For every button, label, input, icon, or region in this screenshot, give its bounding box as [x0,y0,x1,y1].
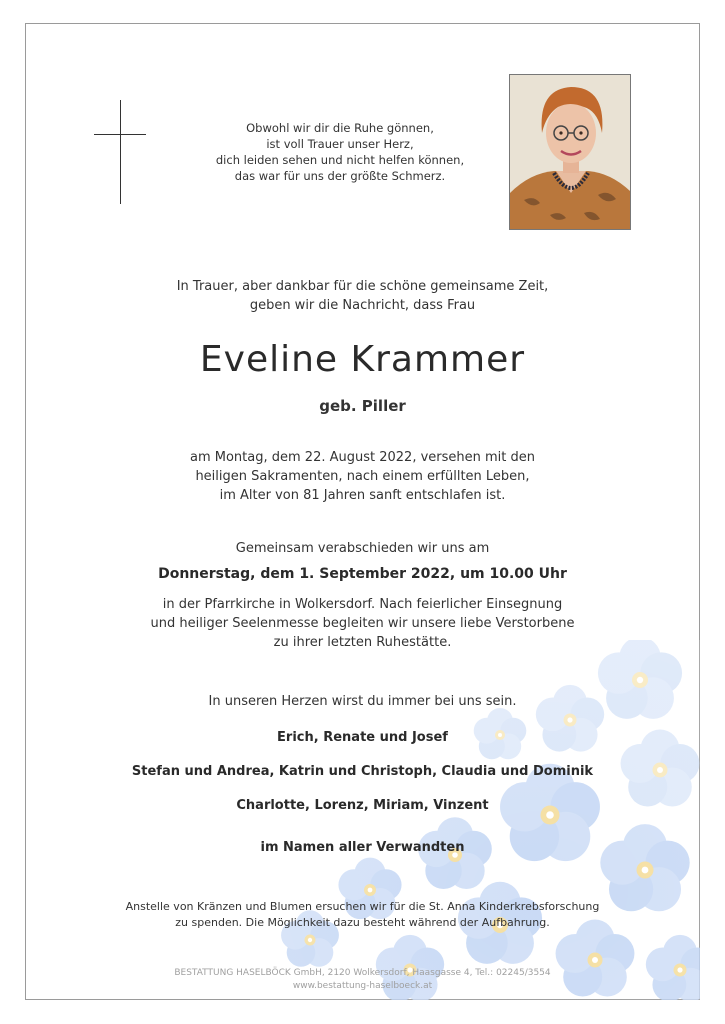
ceremony-line: in der Pfarrkirche in Wolkersdorf. Nach feierlicher Einsegnung [162,597,563,612]
intro-line: geben wir die Nachricht, dass Frau [249,298,476,313]
portrait-photo [509,74,631,230]
family-line: Erich, Renate und Josef [277,730,448,745]
ceremony-line: und heiliger Seelenmesse begleiten wir unsere liebe Verstorbene [150,616,575,631]
cross-icon [120,100,121,204]
footer-website: www.bestattung-haselboeck.at [292,981,433,991]
footer [25,967,700,993]
poem [190,120,490,184]
poem-line: ist voll Trauer unser Herz, [266,137,414,151]
donation-note [25,899,700,931]
relatives-line: im Namen aller Verwandten [260,840,465,855]
family-line: Charlotte, Lorenz, Miriam, Vinzent [236,798,489,813]
poem-line: Obwohl wir dir die Ruhe gönnen, [246,121,434,135]
farewell-lead: Gemeinsam verabschieden wir uns am [235,541,490,556]
remembrance-line: In unseren Herzen wirst du immer bei uns sein. [208,694,517,709]
ceremony-text [25,595,700,652]
intro-line: In Trauer, aber dankbar für die schöne gemeinsame Zeit, [176,279,549,294]
footer-company: BESTATTUNG HASELBÖCK GmbH, 2120 Wolkersdorf, Haasgasse 4, Tel.: 02245/3554 [174,968,551,978]
cross-icon-bar [94,134,146,135]
death-line: am Montag, dem 22. August 2022, versehen mit den [190,450,535,465]
ceremony-line: zu ihrer letzten Ruhestätte. [273,635,452,650]
family-line: Stefan und Andrea, Katrin und Christoph, Claudia und Dominik [131,764,594,779]
intro-text [25,277,700,315]
poem-line: dich leiden sehen und nicht helfen können, [215,153,465,167]
donation-line: Anstelle von Kränzen und Blumen ersuchen wir für die St. Anna Kinderkrebsforschung [125,900,600,913]
death-line: im Alter von 81 Jahren sanft entschlafen ist. [219,488,506,503]
death-line: heiligen Sakramenten, nach einem erfüllten Leben, [195,469,530,484]
maiden-name: geb. Piller [319,397,406,415]
funeral-date: Donnerstag, dem 1. September 2022, um 10.00 Uhr [158,566,567,582]
death-notice [25,448,700,505]
deceased-name: Eveline Krammer [199,339,526,380]
poem-line: das war für uns der größte Schmerz. [234,169,446,183]
donation-line: zu spenden. Die Möglichkeit dazu besteht während der Aufbahrung. [175,916,550,929]
